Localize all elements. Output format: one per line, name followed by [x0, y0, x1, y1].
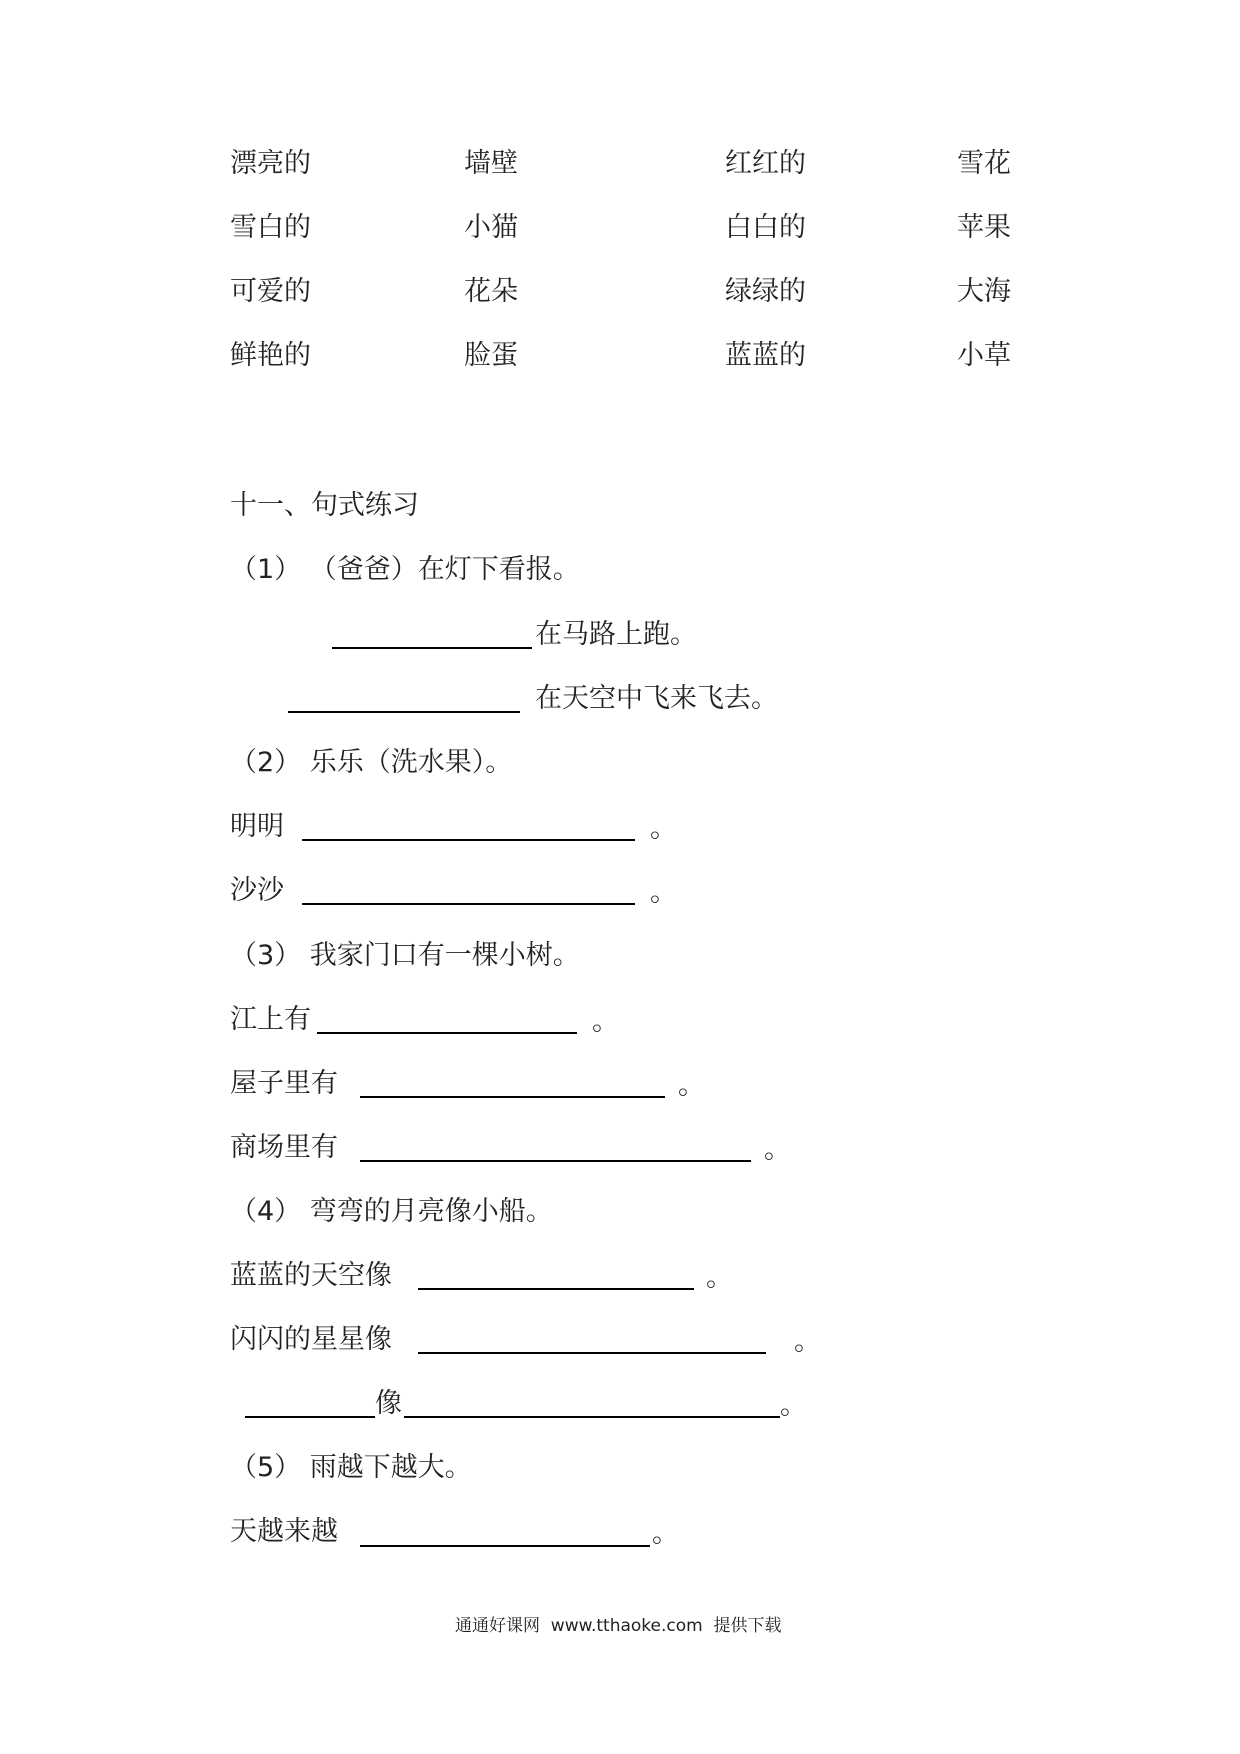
q3-blank-2[interactable]	[360, 1096, 665, 1098]
matching-cell: 红红的	[725, 148, 806, 179]
q3-line2-head: 屋子里有	[230, 1068, 338, 1099]
q1-line1-tail: 在马路上跑。	[535, 619, 697, 650]
matching-cell: 脸蛋	[464, 340, 518, 371]
matching-cell: 雪白的	[230, 212, 311, 243]
q5-line1-head: 天越来越	[230, 1516, 338, 1547]
matching-cell: 墙壁	[464, 148, 518, 179]
q1-blank-1[interactable]	[332, 647, 532, 649]
matching-cell: 鲜艳的	[230, 340, 311, 371]
section-title: 十一、句式练习	[230, 490, 419, 521]
q3-blank-1[interactable]	[317, 1032, 577, 1034]
q4-blank-3b[interactable]	[404, 1416, 780, 1418]
matching-cell: 苹果	[957, 212, 1011, 243]
period: 。	[652, 1518, 679, 1549]
period: 。	[592, 1006, 619, 1037]
q3-line3-head: 商场里有	[230, 1132, 338, 1163]
q4-blank-1[interactable]	[418, 1288, 694, 1290]
q1-line2-tail: 在天空中飞来飞去。	[535, 683, 778, 714]
q2-blank-2[interactable]	[302, 903, 635, 905]
matching-cell: 雪花	[957, 148, 1011, 179]
matching-cell: 漂亮的	[230, 148, 311, 179]
matching-cell: 花朵	[464, 276, 518, 307]
q3-blank-3[interactable]	[360, 1160, 751, 1162]
matching-cell: 蓝蓝的	[725, 340, 806, 371]
q5-blank-1[interactable]	[360, 1545, 650, 1547]
q1-example: （1） （爸爸）在灯下看报。	[230, 554, 580, 585]
period: 。	[706, 1262, 733, 1293]
q3-line1-head: 江上有	[230, 1004, 311, 1035]
matching-cell: 小草	[957, 340, 1011, 371]
q4-line2-head: 闪闪的星星像	[230, 1324, 392, 1355]
matching-cell: 白白的	[725, 212, 806, 243]
q2-blank-1[interactable]	[302, 839, 635, 841]
page-footer: 通通好课网 www.tthaoke.com 提供下载	[455, 1616, 782, 1636]
period: 。	[764, 1134, 791, 1165]
q4-blank-3a[interactable]	[245, 1416, 375, 1418]
period: 。	[650, 813, 677, 844]
matching-cell: 绿绿的	[725, 276, 806, 307]
q4-example: （4） 弯弯的月亮像小船。	[230, 1196, 553, 1227]
period: 。	[650, 877, 677, 908]
q5-example: （5） 雨越下越大。	[230, 1452, 472, 1483]
matching-cell: 小猫	[464, 212, 518, 243]
q1-blank-2[interactable]	[288, 711, 520, 713]
q3-example: （3） 我家门口有一棵小树。	[230, 940, 580, 971]
q4-blank-2[interactable]	[418, 1352, 766, 1354]
q4-line1-head: 蓝蓝的天空像	[230, 1260, 392, 1291]
q2-example: （2） 乐乐（洗水果）。	[230, 747, 513, 778]
q2-line1-head: 明明	[230, 811, 284, 842]
period: 。	[678, 1070, 705, 1101]
period: 。	[794, 1326, 821, 1357]
q2-line2-head: 沙沙	[230, 875, 284, 906]
q4-line3-mid: 像	[375, 1388, 402, 1419]
matching-cell: 大海	[957, 276, 1011, 307]
period: 。	[780, 1390, 807, 1421]
matching-cell: 可爱的	[230, 276, 311, 307]
